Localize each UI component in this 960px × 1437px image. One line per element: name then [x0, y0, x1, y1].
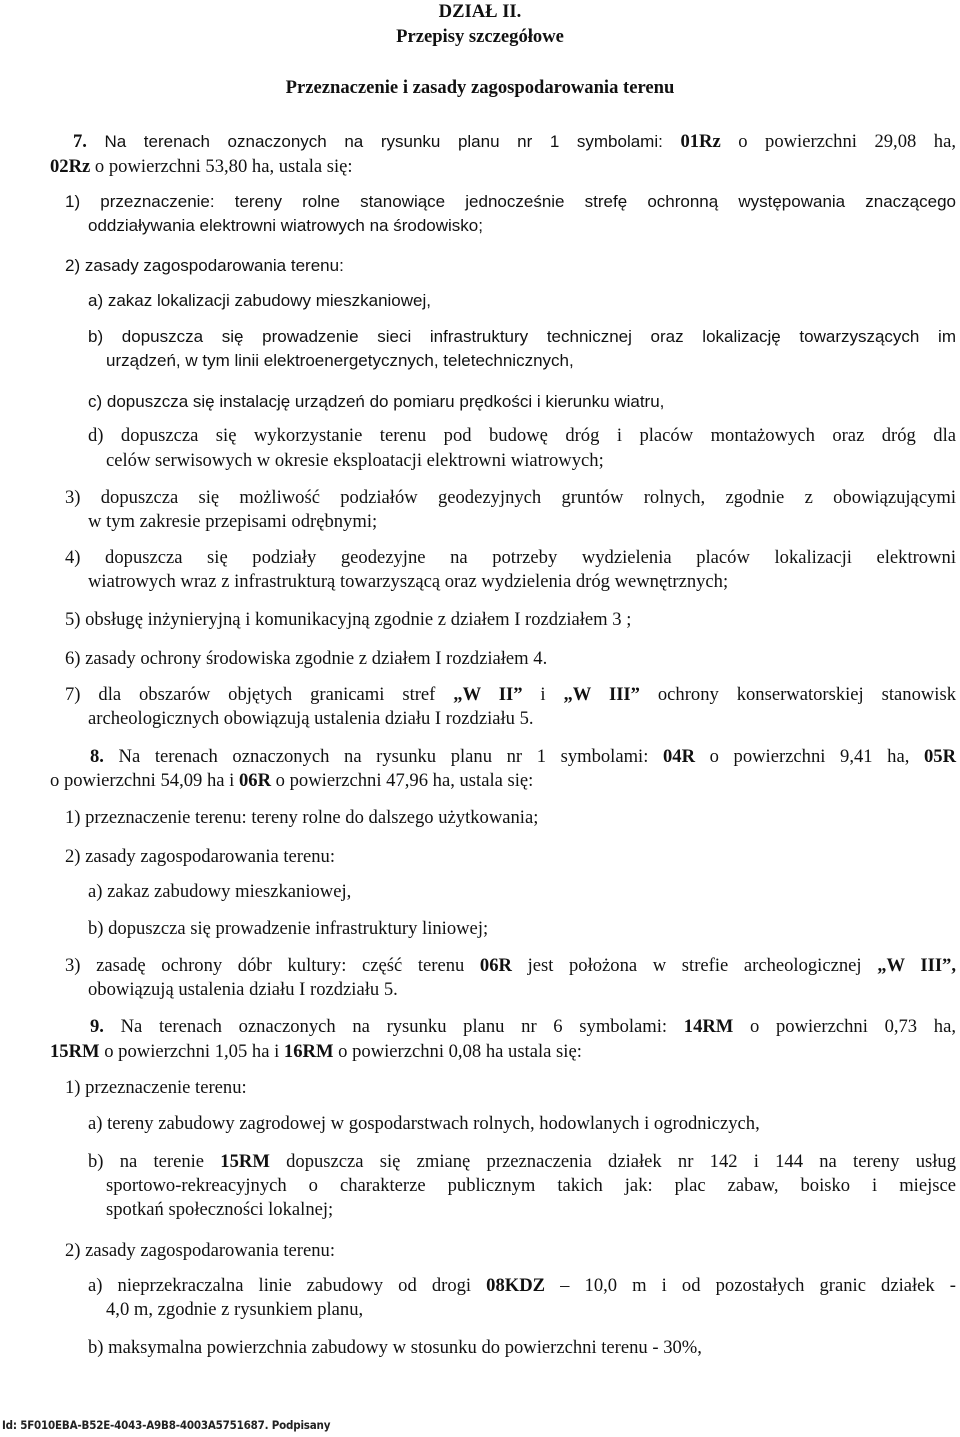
par8-line1: 8. Na terenach oznaczonych na rysunku planu nr 1 symbolami: 04R o powierzchni 9,41 ha, 05R: [90, 746, 956, 767]
par7-item6: 6) zasady ochrony środowiska zgodnie z działem I rozdziałem 4.: [65, 648, 548, 669]
par9-item2b: b) maksymalna powierzchnia zabudowy w stosunku do powierzchni terenu - 30%,: [88, 1337, 702, 1358]
par8-item2a: a) zakaz zabudowy mieszkaniowej,: [88, 881, 352, 902]
section-title: Przeznaczenie i zasady zagospodarowania terenu: [285, 77, 675, 98]
par7-item3-cont: w tym zakresie przepisami odrębnymi;: [88, 511, 378, 532]
par7-item2b-cont: urządzeń, w tym linii elektroenergetycznych, teletechnicznych,: [106, 351, 574, 370]
par7-item2a: a) zakaz lokalizacji zabudowy mieszkaniowej,: [88, 291, 431, 310]
division-title: DZIAŁ II.: [438, 1, 522, 22]
par9-item1a: a) tereny zabudowy zagrodowej w gospodarstwach rolnych, hodowlanych i ogrodniczych,: [88, 1113, 760, 1134]
par8-item2b: b) dopuszcza się prowadzenie infrastruktury liniowej;: [88, 918, 489, 939]
par9-item2a-cont: 4,0 m, zgodnie z rysunkiem planu,: [106, 1299, 364, 1320]
par8-item3: 3) zasadę ochrony dóbr kultury: część terenu 06R jest położona w strefie archeologicznej „W III”,: [65, 955, 957, 976]
par7-number: 7.: [73, 131, 87, 152]
par8-item1: 1) przeznaczenie terenu: tereny rolne do dalszego użytkowania;: [65, 807, 539, 828]
par9-item1b-cont: sportowo-rekreacyjnych o charakterze publicznym takich jak: plac zabaw, boisko i miejsce: [106, 1175, 956, 1196]
par8-item3-cont: obowiązują ustalenia działu I rozdziału 5.: [88, 979, 398, 1000]
document-id-footer: Id: 5F010EBA-B52E-4043-A9B8-4003A5751687. Podpisany: [2, 1418, 331, 1432]
par7-item4: 4) dopuszcza się podziały geodezyjne na potrzeby wydzielenia placów lokalizacji elektrowni: [65, 547, 956, 568]
par7-item7-cont: archeologicznych obowiązują ustalenia działu I rozdziału 5.: [88, 708, 534, 729]
par7-item2: 2) zasady zagospodarowania terenu:: [65, 256, 344, 275]
par7-line2: 02Rz o powierzchni 53,80 ha, ustala się:: [50, 156, 353, 177]
par8-number: 8.: [90, 746, 104, 767]
division-subtitle: Przepisy szczegółowe: [396, 26, 564, 47]
par7-item1-cont: oddziaływania elektrowni wiatrowych na środowisko;: [88, 216, 483, 235]
par7-item2b: b) dopuszcza się prowadzenie sieci infrastruktury technicznej oraz lokalizację towarzyszących im: [88, 327, 956, 346]
par7-line1: 7. Na terenach oznaczonych na rysunku planu nr 1 symbolami: 01Rz o powierzchni 29,08 ha,: [73, 131, 956, 152]
par7-item3: 3) dopuszcza się możliwość podziałów geodezyjnych gruntów rolnych, zgodnie z obowiązującymi: [65, 487, 956, 508]
par9-item2a: a) nieprzekraczalna linie zabudowy od drogi 08KDZ – 10,0 m i od pozostałych granic działek -: [88, 1275, 956, 1296]
par7-item2c: c) dopuszcza się instalację urządzeń do pomiaru prędkości i kierunku wiatru,: [88, 392, 665, 411]
par7-item2d: d) dopuszcza się wykorzystanie terenu pod budowę dróg i placów montażowych oraz dróg dla: [88, 425, 956, 446]
par8-item2: 2) zasady zagospodarowania terenu:: [65, 846, 336, 867]
par9-item1b: b) na terenie 15RM dopuszcza się zmianę przeznaczenia działek nr 142 i 144 na tereny usług: [88, 1151, 956, 1172]
par7-item2d-cont: celów serwisowych w okresie eksploatacji elektrowni wiatrowych;: [106, 450, 604, 471]
par9-line1: 9. Na terenach oznaczonych na rysunku planu nr 6 symbolami: 14RM o powierzchni 0,73 ha,: [90, 1016, 956, 1037]
par9-item2: 2) zasady zagospodarowania terenu:: [65, 1240, 336, 1261]
par7-item7: 7) dla obszarów objętych granicami stref „W II” i „W III” ochrony konserwatorskiej stanowisk: [65, 684, 957, 705]
par7-item1: 1) przeznaczenie: tereny rolne stanowiące jednocześnie strefę ochronną występowania znaczącego: [65, 192, 956, 211]
par9-item1b-cont2: spotkań społeczności lokalnej;: [106, 1199, 334, 1220]
par9-number: 9.: [90, 1016, 104, 1037]
par7-item5: 5) obsługę inżynieryjną i komunikacyjną zgodnie z działem I rozdziałem 3 ;: [65, 609, 632, 630]
par7-item4-cont: wiatrowych wraz z infrastrukturą towarzyszącą oraz wydzielenia dróg wewnętrznych;: [88, 571, 729, 592]
par8-line2: o powierzchni 54,09 ha i 06R o powierzchni 47,96 ha, ustala się:: [50, 770, 534, 791]
par9-line2: 15RM o powierzchni 1,05 ha i 16RM o powierzchni 0,08 ha ustala się:: [50, 1041, 582, 1062]
par9-item1: 1) przeznaczenie terenu:: [65, 1077, 247, 1098]
